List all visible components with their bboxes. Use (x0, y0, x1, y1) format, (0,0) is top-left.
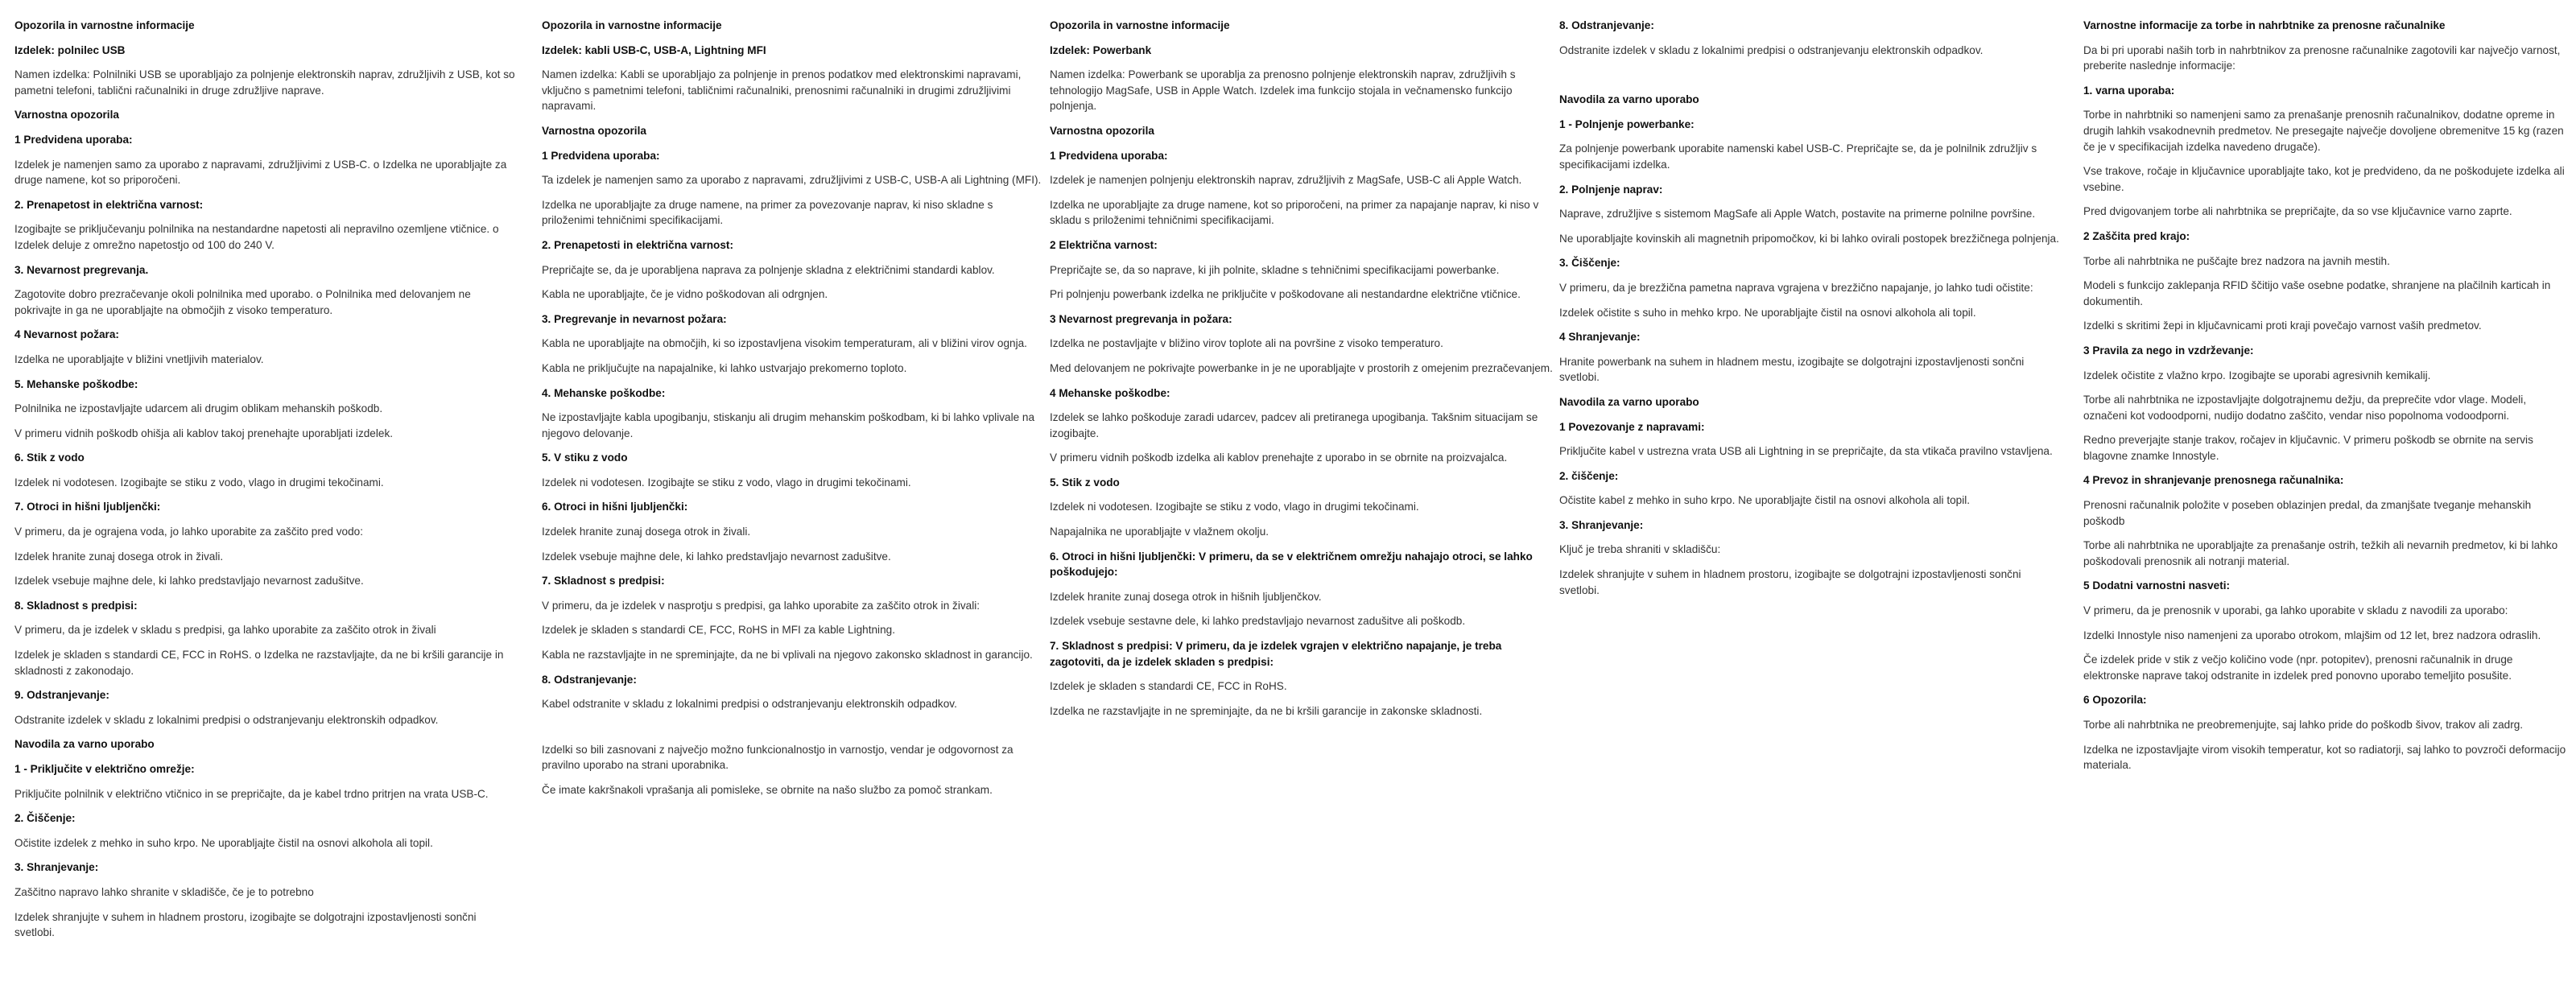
paragraph: Izdelki Innostyle niso namenjeni za uporabo otrokom, mlajšim od 12 let, brez nadzora odraslih. (2083, 629, 2541, 641)
paragraph: Torbe in nahrbtniki so namenjeni samo za prenašanje prenosnih računalnikov, dodatne opreme in drugih lahkih vsakodnevnih predmetov. Ne presegajte največje dovoljene obremenitve 15 kg (razen če je v specifikacijah izdelka navedeno drugače). (2083, 109, 2564, 153)
section-heading: Varnostne informacije za torbe in nahrbtnike za prenosne računalnike (2083, 19, 2446, 31)
paragraph: Izdelek očistite z vlažno krpo. Izogibajte se uporabi agresivnih kemikalij. (2083, 369, 2431, 381)
section-heading: 6. Otroci in hišni ljubljenčki: V primeru, da se v električnem omrežju nahajajo otroci, se lahko poškodujejo: (1050, 550, 1533, 579)
section-heading: 7. Otroci in hišni ljubljenčki: (14, 501, 161, 513)
section-heading: 8. Skladnost s predpisi: (14, 599, 138, 612)
section-heading: Opozorila in varnostne informacije (1050, 19, 1230, 31)
paragraph: Očistite izdelek z mehko in suho krpo. Ne uporabljajte čistil na osnovi alkohola ali topil. (14, 836, 433, 849)
paragraph: Izdelki s skritimi žepi in ključavnicami proti kraji povečajo varnost vaših predmetov. (2083, 320, 2482, 332)
paragraph: Izdelek je namenjen samo za uporabo z napravami, združljivimi z USB-C. o Izdelka ne uporabljajte za druge namene, kot so priporočeni. (14, 158, 507, 187)
paragraph: Odstranite izdelek v skladu z lokalnimi predpisi o odstranjevanju elektronskih odpadkov. (1559, 43, 1984, 56)
section-heading: 1 Predvidena uporaba: (14, 133, 133, 146)
paragraph: Izdelek ni vodotesen. Izogibajte se stiku z vodo, vlago in drugimi tekočinami. (1050, 501, 1419, 513)
paragraph: Izdelka ne uporabljajte za druge namene, kot so priporočeni, na primer za napajanje naprav, ki niso v skladu s priloženimi tehničnimi specifikacijami. (1050, 198, 1539, 227)
paragraph: Torbe ali nahrbtnika ne izpostavljajte dolgotrajnemu dežju, da preprečite vdor vlage. Modeli, označeni kot vodoodporni, nudijo dodatno zaščito, vendar niso popolnoma vodoodporni. (2083, 394, 2527, 422)
paragraph: Polnilnika ne izpostavljajte udarcem ali drugim oblikam mehanskih poškodb. (14, 402, 383, 415)
paragraph: Namen izdelka: Polnilniki USB se uporabljajo za polnjenje elektronskih naprav, združljivih z USB, kot so pametni telefoni, tablični računalniki in druge združljive naprave. (14, 68, 515, 97)
paragraph: Kabla ne razstavljajte in ne spreminjajte, da ne bi vplivali na njegovo zakonsko skladnost in garancijo. (542, 649, 1033, 662)
section-heading: Varnostna opozorila (14, 109, 119, 122)
section-heading: 2. Čiščenje: (14, 812, 76, 825)
section-heading: Opozorila in varnostne informacije (542, 19, 722, 31)
text-column-1 (14, 9, 518, 950)
section-heading: 3. Nevarnost pregrevanja. (14, 263, 149, 276)
section-heading: Izdelek: polnilec USB (14, 43, 126, 56)
section-heading: 3 Nevarnost pregrevanja in požara: (1050, 312, 1232, 325)
paragraph: Ključ je treba shraniti v skladišču: (1559, 543, 1721, 556)
text-column-2 (542, 9, 1045, 807)
paragraph: Redno preverjajte stanje trakov, ročajev in ključavnic. V primeru poškodb se obrnite na servis blagovne znamke Innostyle. (2083, 434, 2533, 462)
section-heading: 4 Nevarnost požara: (14, 328, 119, 341)
paragraph: Izdelek hranite zunaj dosega otrok in živali. (14, 550, 224, 563)
text-column-5 (2083, 9, 2570, 782)
section-heading: 6. Stik z vodo (14, 451, 85, 464)
paragraph: Izdelek hranite zunaj dosega otrok in živali. (542, 526, 751, 538)
paragraph: Očistite kabel z mehko in suho krpo. Ne uporabljajte čistil na osnovi alkohola ali topil. (1559, 494, 1971, 507)
paragraph: Za polnjenje powerbank uporabite namenski kabel USB-C. Prepričajte se, da je polnilnik združljiv s specifikacijami izdelka. (1559, 142, 2037, 171)
paragraph: Odstranite izdelek v skladu z lokalnimi predpisi o odstranjevanju elektronskih odpadkov. (14, 713, 439, 726)
section-heading: 5. Stik z vodo (1050, 476, 1120, 489)
section-heading: Izdelek: kabli USB-C, USB-A, Lightning MFI (542, 43, 766, 56)
section-heading: 5. Mehanske poškodbe: (14, 377, 138, 390)
paragraph: Izdelek shranjujte v suhem in hladnem prostoru, izogibajte se dolgotrajni izpostavljenosti sončni svetlobi. (1559, 568, 2021, 596)
section-heading: 2 Električna varnost: (1050, 238, 1158, 251)
paragraph: Pred dvigovanjem torbe ali nahrbtnika se prepričajte, da so vse ključavnice varno zaprte. (2083, 205, 2512, 218)
text-column-4 (1559, 9, 2062, 607)
section-heading: 4 Prevoz in shranjevanje prenosnega računalnika: (2083, 474, 2344, 487)
paragraph: V primeru, da je brezžična pametna naprava vgrajena v brezžično napajanje, jo lahko tudi očistite: (1559, 281, 2033, 294)
paragraph: Izdelek je skladen s standardi CE, FCC in RoHS. (1050, 680, 1287, 693)
paragraph: Namen izdelka: Powerbank se uporablja za prenosno polnjenje elektronskih naprav, združljivih s tehnologijo MagSafe, USB in Apple Watch. Izdelek ima funkcijo stojala in večnamensko funkcijo polnjenja. (1050, 68, 1516, 113)
section-heading: 2. čiščenje: (1559, 469, 1619, 482)
paragraph: Ne izpostavljajte kabla upogibanju, stiskanju ali drugim mehanskim poškodbam, ki bi lahko vplivale na njegovo delovanje. (542, 411, 1035, 439)
paragraph: Namen izdelka: Kabli se uporabljajo za polnjenje in prenos podatkov med elektronskimi napravami, vključno s pametnimi telefoni, tabličnimi računalniki, prenosnimi računalniki in drugimi združljivimi napravami. (542, 68, 1022, 113)
paragraph: Ta izdelek je namenjen samo za uporabo z napravami, združljivimi z USB-C, USB-A ali Lightning (MFI). (542, 174, 1042, 187)
paragraph: Prepričajte se, da so naprave, ki jih polnite, skladne s tehničnimi specifikacijami powerbanke. (1050, 263, 1500, 276)
text-column-3 (1050, 9, 1557, 728)
paragraph: Med delovanjem ne pokrivajte powerbanke in je ne uporabljajte v prostorih z omejenim prezračevanjem. (1050, 361, 1553, 374)
paragraph: Naprave, združljive s sistemom MagSafe ali Apple Watch, postavite na primerne polnilne površine. (1559, 208, 2036, 221)
paragraph: Vse trakove, ročaje in ključavnice uporabljajte tako, kot je predvideno, da ne poškodujete izdelka ali vsebine. (2083, 165, 2565, 193)
section-heading: 1 - Priključite v električno omrežje: (14, 763, 195, 775)
section-heading: 5. V stiku z vodo (542, 451, 628, 464)
section-heading: 7. Skladnost s predpisi: V primeru, da je izdelek vgrajen v električno napajanje, je treba zagotoviti, da je izdelek skladen s predpisi: (1050, 640, 1502, 668)
section-heading: 4 Mehanske poškodbe: (1050, 386, 1170, 399)
paragraph: Izdelek shranjujte v suhem in hladnem prostoru, izogibajte se dolgotrajni izpostavljenosti sončni svetlobi. (14, 910, 477, 939)
section-heading: Varnostna opozorila (1050, 124, 1154, 137)
paragraph: V primeru vidnih poškodb izdelka ali kablov prenehajte z uporabo in se obrnite na proizvajalca. (1050, 451, 1508, 464)
paragraph: V primeru, da je prenosnik v uporabi, ga lahko uporabite v skladu z navodili za uporabo: (2083, 604, 2508, 617)
paragraph: Priključite polnilnik v električno vtičnico in se prepričajte, da je kabel trdno pritrjen na vrata USB-C. (14, 787, 489, 800)
paragraph: V primeru, da je izdelek v nasprotju s predpisi, ga lahko uporabite za zaščito otrok in živali: (542, 599, 980, 612)
paragraph: Prenosni računalnik položite v poseben oblazinjen predal, da zmanjšate tveganje mehanskih poškodb (2083, 499, 2532, 527)
paragraph: Izdelek vsebuje majhne dele, ki lahko predstavljajo nevarnost zadušitve. (542, 550, 891, 563)
section-heading: 3 Pravila za nego in vzdrževanje: (2083, 344, 2254, 357)
section-heading: 9. Odstranjevanje: (14, 689, 109, 702)
paragraph: Izdelka ne uporabljajte za druge namene, na primer za povezovanje naprav, ki niso skladne s priloženimi tehničnimi specifikacijami. (542, 198, 993, 227)
section-heading: 1 Povezovanje z napravami: (1559, 420, 1705, 433)
section-heading: 6. Otroci in hišni ljubljenčki: (542, 501, 688, 513)
paragraph: Kabel odstranite v skladu z lokalnimi predpisi o odstranjevanju elektronskih odpadkov. (542, 698, 957, 711)
paragraph: Izdelek vsebuje sestavne dele, ki lahko predstavljajo nevarnost zadušitve ali poškodb. (1050, 615, 1466, 628)
paragraph: Ne uporabljajte kovinskih ali magnetnih pripomočkov, ki bi lahko ovirali postopek brezžičnega polnjenja. (1559, 232, 2059, 245)
paragraph: Izdelek je skladen s standardi CE, FCC in RoHS. o Izdelka ne razstavljajte, da ne bi kršili garancije in skladnosti z zakonodajo. (14, 649, 504, 677)
section-heading: Navodila za varno uporabo (1559, 93, 1699, 106)
paragraph: Kabla ne priključujte na napajalnike, ki lahko ustvarjajo prekomerno toploto. (542, 361, 907, 374)
section-heading: 4 Shranjevanje: (1559, 331, 1641, 344)
section-heading: 3. Shranjevanje: (14, 861, 99, 874)
section-heading: 6 Opozorila: (2083, 694, 2147, 707)
section-heading: 2. Polnjenje naprav: (1559, 183, 1663, 196)
paragraph: Izdelka ne postavljajte v bližino virov toplote ali na površine z visoko temperaturo. (1050, 337, 1443, 350)
paragraph: Če izdelek pride v stik z večjo količino vode (npr. potopitev), prenosni računalnik in druge elektronske naprave takoj odstranite in izdelek pred ponovno uporabo temeljito posušite. (2083, 653, 2513, 682)
spacer (542, 721, 1045, 733)
section-heading: 3. Čiščenje: (1559, 257, 1620, 270)
section-heading: 2 Zaščita pred krajo: (2083, 229, 2190, 242)
paragraph: Izdelek je namenjen polnjenju elektronskih naprav, združljivih z MagSafe, USB-C ali Apple Watch. (1050, 174, 1522, 187)
paragraph: V primeru, da je ograjena voda, jo lahko uporabite za zaščito pred vodo: (14, 526, 363, 538)
spacer (1559, 67, 2062, 83)
paragraph: Priključite kabel v ustrezna vrata USB ali Lightning in se prepričajte, da sta vtikača pravilno vstavljena. (1559, 445, 2053, 458)
section-heading: 2. Prenapetost in električna varnost: (14, 198, 204, 211)
paragraph: Da bi pri uporabi naših torb in nahrbtnikov za prenosne računalnike zagotovili kar največjo varnost, preberite naslednje informacije: (2083, 43, 2561, 72)
paragraph: Torbe ali nahrbtnika ne puščajte brez nadzora na javnih mestih. (2083, 254, 2390, 267)
paragraph: Izdelek se lahko poškoduje zaradi udarcev, padcev ali pretiranega upogibanja. Takšnim situacijam se izogibajte. (1050, 411, 1538, 439)
paragraph: Če imate kakršnakoli vprašanja ali pomisleke, se obrnite na našo službo za pomoč strankam. (542, 784, 993, 796)
section-heading: 8. Odstranjevanje: (1559, 19, 1654, 31)
paragraph: Izdelek očistite s suho in mehko krpo. Ne uporabljajte čistil na osnovi alkohola ali topil. (1559, 306, 1976, 319)
section-heading: Varnostna opozorila (542, 124, 646, 137)
paragraph: Izdelka ne razstavljajte in ne spreminjajte, da ne bi kršili garancije in zakonske skladnosti. (1050, 704, 1483, 717)
paragraph: Izdelek vsebuje majhne dele, ki lahko predstavljajo nevarnost zadušitve. (14, 575, 364, 588)
paragraph: Kabla ne uporabljajte, če je vidno poškodovan ali odrgnjen. (542, 288, 828, 301)
section-heading: 8. Odstranjevanje: (542, 673, 637, 686)
section-heading: 1 - Polnjenje powerbanke: (1559, 118, 1695, 130)
paragraph: Izdelka ne uporabljajte v bližini vnetljivih materialov. (14, 353, 264, 365)
section-heading: 5 Dodatni varnostni nasveti: (2083, 579, 2231, 592)
paragraph: Torbe ali nahrbtnika ne uporabljajte za prenašanje ostrih, težkih ali nevarnih predmetov, ki bi lahko poškodovali prenosnik ali notranji material. (2083, 539, 2558, 567)
paragraph: Izdelek ni vodotesen. Izogibajte se stiku z vodo, vlago in drugimi tekočinami. (14, 476, 384, 489)
section-heading: 1. varna uporaba: (2083, 84, 2175, 97)
section-heading: Navodila za varno uporabo (1559, 395, 1699, 408)
paragraph: Izdelek hranite zunaj dosega otrok in hišnih ljubljenčkov. (1050, 590, 1322, 603)
section-heading: 3. Shranjevanje: (1559, 518, 1644, 531)
section-heading: Opozorila in varnostne informacije (14, 19, 195, 31)
paragraph: Hranite powerbank na suhem in hladnem mestu, izogibajte se dolgotrajni izpostavljenosti sončni svetlobi. (1559, 355, 2025, 384)
paragraph: Izogibajte se priključevanju polnilnika na nestandardne napetosti ali nepravilno ozemljene vtičnice. o Izdelek deluje z omrežno napetostjo od 100 do 240 V. (14, 223, 499, 251)
paragraph: Izdelek ni vodotesen. Izogibajte se stiku z vodo, vlago in drugimi tekočinami. (542, 476, 911, 489)
paragraph: Napajalnika ne uporabljajte v vlažnem okolju. (1050, 526, 1269, 538)
paragraph: Pri polnjenju powerbank izdelka ne priključite v poškodovane ali nestandardne električne vtičnice. (1050, 288, 1521, 301)
paragraph: Izdelka ne izpostavljajte virom visokih temperatur, kot so radiatorji, saj lahko to povzroči deformacijo materiala. (2083, 743, 2566, 772)
paragraph: Kabla ne uporabljajte na območjih, ki so izpostavljena visokim temperaturam, ali v bližini virov ognja. (542, 337, 1027, 350)
paragraph: Izdelek je skladen s standardi CE, FCC, RoHS in MFI za kable Lightning. (542, 624, 895, 637)
section-heading: Navodila za varno uporabo (14, 738, 155, 751)
paragraph: V primeru, da je izdelek v skladu s predpisi, ga lahko uporabite za zaščito otrok in živali (14, 624, 436, 637)
paragraph: Torbe ali nahrbtnika ne preobremenjujte, saj lahko pride do poškodb šivov, trakov ali zadrg. (2083, 719, 2524, 731)
section-heading: Izdelek: Powerbank (1050, 43, 1152, 56)
paragraph: Zaščitno napravo lahko shranite v skladišče, če je to potrebno (14, 885, 314, 898)
section-heading: 2. Prenapetosti in električna varnost: (542, 238, 733, 251)
paragraph: Modeli s funkcijo zaklepanja RFID ščitijo vaše osebne podatke, shranjene na plačilnih karticah in dokumentih. (2083, 279, 2551, 307)
section-heading: 1 Predvidena uporaba: (542, 149, 660, 162)
paragraph: Zagotovite dobro prezračevanje okoli polnilnika med uporabo. o Polnilnika med delovanjem ne pokrivajte in ga ne uporabljajte na območjih z visoko temperaturo. (14, 288, 471, 316)
section-heading: 1 Predvidena uporaba: (1050, 149, 1168, 162)
paragraph: Prepričajte se, da je uporabljena naprava za polnjenje skladna z električnimi standardi kablov. (542, 263, 995, 276)
paragraph: Izdelki so bili zasnovani z največjo možno funkcionalnostjo in varnostjo, vendar je odgovornost za pravilno uporabo na strani uporabnika. (542, 743, 1013, 772)
section-heading: 3. Pregrevanje in nevarnost požara: (542, 312, 727, 325)
section-heading: 7. Skladnost s predpisi: (542, 575, 665, 588)
paragraph: V primeru vidnih poškodb ohišja ali kablov takoj prenehajte uporabljati izdelek. (14, 427, 394, 439)
section-heading: 4. Mehanske poškodbe: (542, 386, 666, 399)
